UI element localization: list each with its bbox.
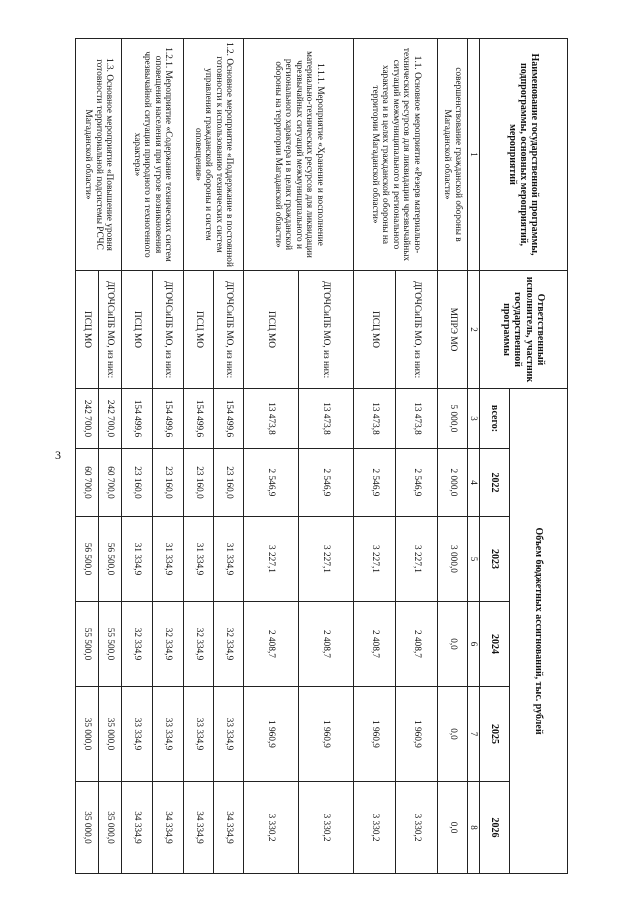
executor: ПСЦ МО xyxy=(244,271,299,389)
value-total: 154 499,6 xyxy=(153,389,184,449)
value-2023: 56 500,0 xyxy=(99,517,122,602)
column-number: 3 xyxy=(468,389,480,449)
value-2024: 0,0 xyxy=(438,602,468,687)
value-2022: 60 700,0 xyxy=(99,449,122,517)
activity-name: 1.2.1. Мероприятие «Содержание технических систем оповещения населения при угрозе возникновения чрезвычайной ситуации природного и техногенного характера» xyxy=(122,39,184,271)
value-total: 13 473,8 xyxy=(354,389,396,449)
value-2025: 0,0 xyxy=(438,687,468,782)
value-2023: 31 334,9 xyxy=(153,517,184,602)
executor: ПСЦ МО xyxy=(122,271,153,389)
value-2024: 32 334,9 xyxy=(122,602,153,687)
value-2023: 3 227,1 xyxy=(396,517,438,602)
value-2026: 35 000,0 xyxy=(76,782,99,874)
table-row xyxy=(99,39,122,874)
value-2025: 1 960,9 xyxy=(244,687,299,782)
header-year: 2022 xyxy=(480,449,510,517)
value-2022: 2 546,9 xyxy=(244,449,299,517)
value-2024: 55 500,0 xyxy=(76,602,99,687)
value-2024: 32 334,9 xyxy=(184,602,214,687)
value-2022: 60 700,0 xyxy=(76,449,99,517)
value-2025: 1 960,9 xyxy=(299,687,354,782)
value-2024: 32 334,9 xyxy=(153,602,184,687)
value-2023: 3 227,1 xyxy=(299,517,354,602)
value-2026: 34 334,9 xyxy=(214,782,244,874)
column-number: 2 xyxy=(468,271,480,389)
activity-name: 1.1.1. Мероприятие «Хранение и восполнение материально-технических ресурсов для ликвидации чрезвычайных ситуаций межмуниципального и регионального характера и в целях гражданской обороны на территории Магаданской области» xyxy=(244,39,354,271)
value-2025: 33 334,9 xyxy=(153,687,184,782)
executor: ДГОЧСиПБ МО, из них: xyxy=(99,271,122,389)
activity-name: 1.1. Основное мероприятие «Резерв материально-технических ресурсов для ликвидации чрезвычайных ситуаций межмуниципального и регионального характера и в целях гражданской обороны на территории Магаданской области» xyxy=(354,39,438,271)
value-2023: 3 227,1 xyxy=(354,517,396,602)
value-2026: 3 330,2 xyxy=(299,782,354,874)
executor: ДГОЧСиПБ МО, из них: xyxy=(214,271,244,389)
value-2023: 3 000,0 xyxy=(438,517,468,602)
value-2026: 3 330,2 xyxy=(354,782,396,874)
value-2022: 23 160,0 xyxy=(122,449,153,517)
table-row xyxy=(214,39,244,874)
header-year: 2024 xyxy=(480,602,510,687)
value-2025: 33 334,9 xyxy=(122,687,153,782)
executor: ДГОЧСиПБ МО, из них: xyxy=(396,271,438,389)
executor: ДГОЧСиПБ МО, из них: xyxy=(299,271,354,389)
value-2024: 55 500,0 xyxy=(99,602,122,687)
header-budget: Объем бюджетных ассигнований, тыс. рублей xyxy=(510,389,568,874)
value-2023: 56 500,0 xyxy=(76,517,99,602)
activity-name: 1.2. Основное мероприятие «Поддержание в постоянной готовности к использованию технических систем управления гражданской обороны и систем оповещения» xyxy=(184,39,244,271)
value-2025: 33 334,9 xyxy=(214,687,244,782)
column-number: 1 xyxy=(468,39,480,271)
value-2023: 31 334,9 xyxy=(122,517,153,602)
activity-name: 1.3. Основное мероприятие «Повышение уровня готовности территориальной подсистемы РСЧС Магаданской области» xyxy=(76,39,122,271)
value-2026: 3 330,2 xyxy=(396,782,438,874)
value-2025: 1 960,9 xyxy=(354,687,396,782)
value-total: 13 473,8 xyxy=(299,389,354,449)
value-2022: 2 000,0 xyxy=(438,449,468,517)
value-2022: 23 160,0 xyxy=(184,449,214,517)
value-2026: 34 334,9 xyxy=(184,782,214,874)
executor: ПСЦ МО xyxy=(354,271,396,389)
value-2024: 2 408,7 xyxy=(244,602,299,687)
column-number: 6 xyxy=(468,602,480,687)
budget-table xyxy=(75,38,568,874)
value-2025: 1 960,9 xyxy=(396,687,438,782)
value-total: 242 700,0 xyxy=(99,389,122,449)
value-total: 154 499,6 xyxy=(122,389,153,449)
executor: ДГОЧСиПБ МО, из них: xyxy=(153,271,184,389)
value-2024: 2 408,7 xyxy=(396,602,438,687)
value-total: 13 473,8 xyxy=(396,389,438,449)
value-2025: 35 000,0 xyxy=(76,687,99,782)
value-2023: 31 334,9 xyxy=(184,517,214,602)
value-2025: 33 334,9 xyxy=(184,687,214,782)
column-number: 5 xyxy=(468,517,480,602)
executor: ПСЦ МО xyxy=(184,271,214,389)
value-total: 242 700,0 xyxy=(76,389,99,449)
table-row xyxy=(438,39,468,874)
page-number: 3 xyxy=(55,448,61,462)
executor: ПСЦ МО xyxy=(76,271,99,389)
value-2026: 3 330,2 xyxy=(244,782,299,874)
value-2025: 35 000,0 xyxy=(99,687,122,782)
activity-name: совершенствование гражданской обороны в Магаданской области» xyxy=(438,39,468,271)
value-2026: 34 334,9 xyxy=(153,782,184,874)
table-row xyxy=(299,39,354,874)
value-total: 154 499,6 xyxy=(214,389,244,449)
value-2023: 31 334,9 xyxy=(214,517,244,602)
value-2026: 0,0 xyxy=(438,782,468,874)
value-2022: 2 546,9 xyxy=(354,449,396,517)
value-2022: 23 160,0 xyxy=(153,449,184,517)
value-total: 154 499,6 xyxy=(184,389,214,449)
rotated-table-container xyxy=(53,38,568,873)
header-year: 2026 xyxy=(480,782,510,874)
header-name: Наименование государственной программы, подпрограммы, основных мероприятий, мероприятий xyxy=(480,39,568,271)
column-number: 4 xyxy=(468,449,480,517)
table-row xyxy=(396,39,438,874)
value-2024: 2 408,7 xyxy=(299,602,354,687)
column-number: 7 xyxy=(468,687,480,782)
header-total: всего: xyxy=(480,389,510,449)
value-2024: 2 408,7 xyxy=(354,602,396,687)
value-2023: 3 227,1 xyxy=(244,517,299,602)
header-executor: Ответственный исполнитель, участник государственной программы xyxy=(480,271,568,389)
header-year: 2025 xyxy=(480,687,510,782)
value-2022: 2 546,9 xyxy=(396,449,438,517)
value-2024: 32 334,9 xyxy=(214,602,244,687)
value-2022: 2 546,9 xyxy=(299,449,354,517)
value-total: 13 473,8 xyxy=(244,389,299,449)
value-2026: 35 000,0 xyxy=(99,782,122,874)
executor: МПРЭ МО xyxy=(438,271,468,389)
header-year: 2023 xyxy=(480,517,510,602)
value-2022: 23 160,0 xyxy=(214,449,244,517)
column-number: 8 xyxy=(468,782,480,874)
value-total: 5 000,0 xyxy=(438,389,468,449)
value-2026: 34 334,9 xyxy=(122,782,153,874)
table-row xyxy=(153,39,184,874)
